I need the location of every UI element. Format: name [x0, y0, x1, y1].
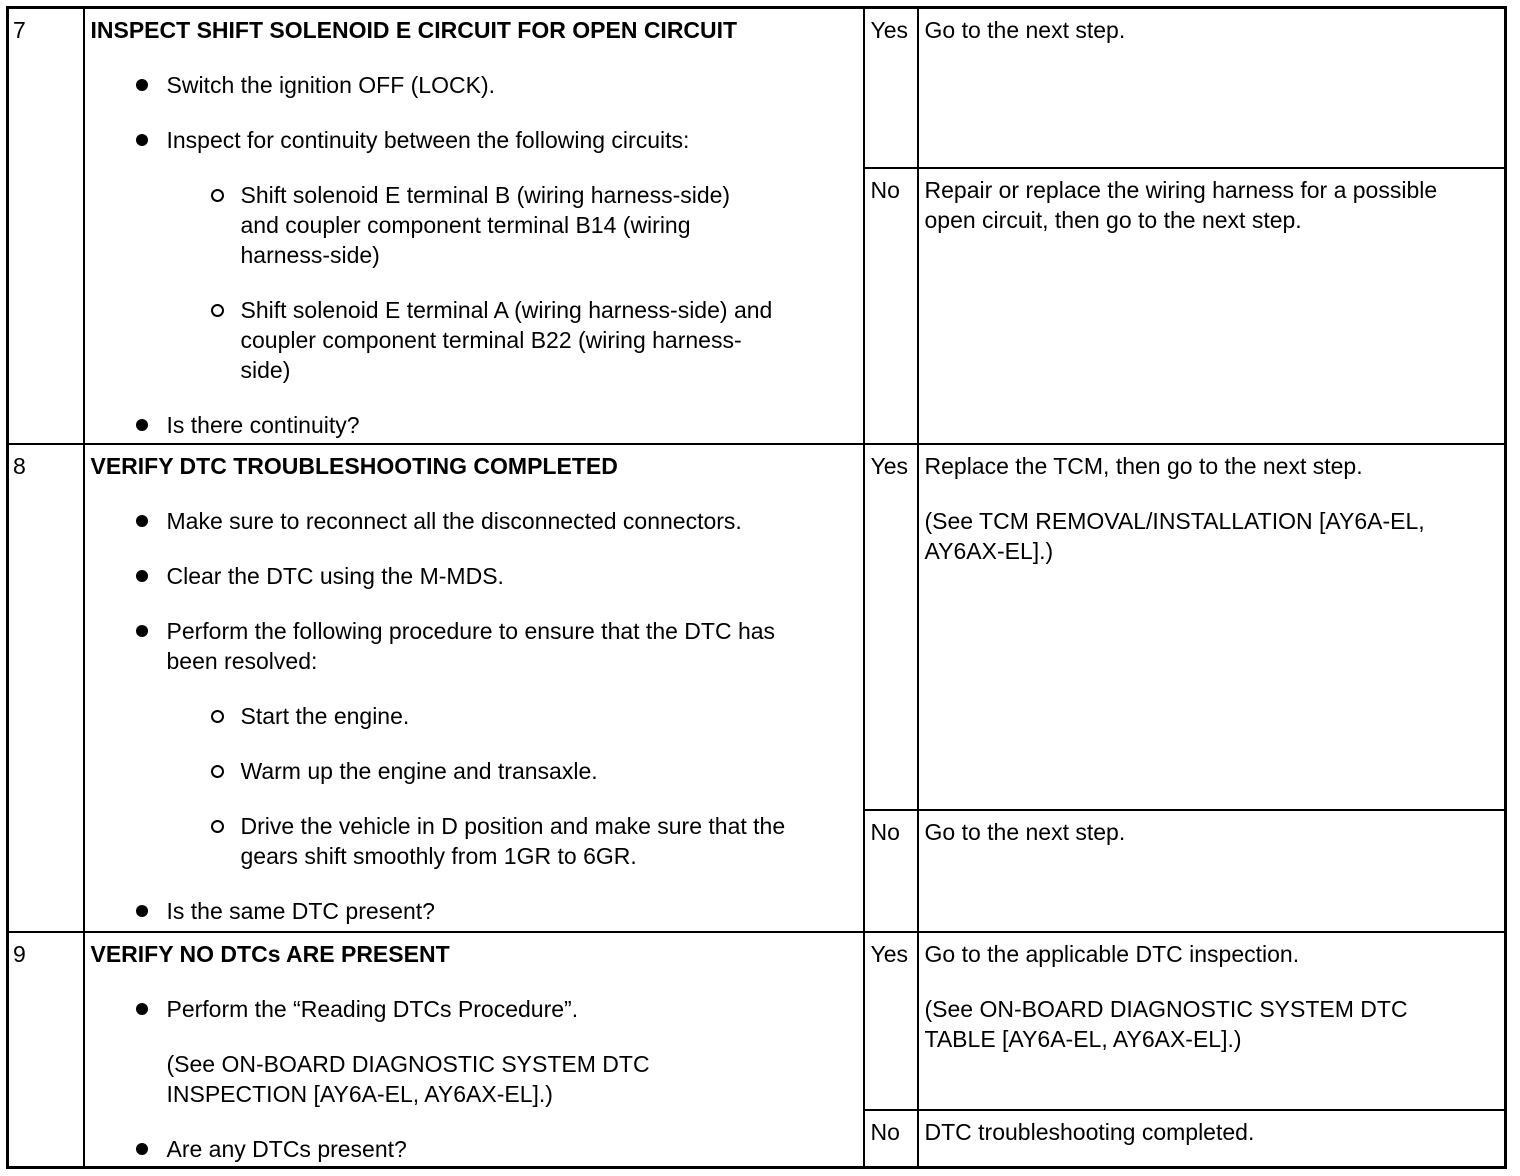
yes-label: Yes: [864, 8, 918, 168]
bullet-item: Switch the ignition OFF (LOCK).: [91, 70, 863, 100]
bullet-item: Is the same DTC present?: [91, 896, 863, 926]
no-label: No: [864, 168, 918, 444]
step-title: VERIFY DTC TROUBLESHOOTING COMPLETED: [90, 452, 618, 479]
troubleshooting-table: [6, 6, 1507, 1169]
step-action-cell: [84, 8, 864, 444]
sub-bullet-item: Start the engine.: [91, 701, 863, 731]
yes-label: Yes: [864, 444, 918, 810]
bullet-item: Perform the “Reading DTCs Procedure”.: [91, 994, 863, 1024]
bullet-item: Make sure to reconnect all the disconnected connectors.: [91, 506, 863, 536]
yes-result: Go to the applicable DTC inspection.: [924, 940, 1300, 967]
yes-result-cell: [918, 932, 1506, 1110]
step-number: 8: [8, 444, 84, 932]
no-result: DTC troubleshooting completed.: [918, 1110, 1506, 1168]
yes-reference: (See TCM REMOVAL/INSTALLATION [AY6A-EL, AY6AX-EL].): [924, 507, 1425, 564]
yes-result: Replace the TCM, then go to the next step.: [924, 452, 1363, 479]
step-number: 9: [8, 932, 84, 1168]
yes-label: Yes: [864, 932, 918, 1110]
bullet-item: Perform the following procedure to ensure that the DTC has been resolved:: [91, 616, 863, 676]
bullet-item: Clear the DTC using the M-MDS.: [91, 561, 863, 591]
sub-bullet-item: Shift solenoid E terminal B (wiring harness-side) and coupler component terminal B14 (wiring harness-side): [91, 180, 863, 270]
sub-bullet-item: Shift solenoid E terminal A (wiring harness-side) and coupler component terminal B22 (wiring harness-side): [91, 295, 863, 385]
no-result: Go to the next step.: [918, 810, 1506, 932]
no-result: Repair or replace the wiring harness for a possible open circuit, then go to the next step.: [918, 168, 1506, 444]
yes-result-cell: [918, 444, 1506, 810]
step-title: INSPECT SHIFT SOLENOID E CIRCUIT FOR OPEN CIRCUIT: [90, 17, 738, 43]
yes-reference: (See ON-BOARD DIAGNOSTIC SYSTEM DTC TABLE [AY6A-EL, AY6AX-EL].): [924, 995, 1408, 1052]
step-action-cell: [84, 932, 864, 1168]
step-action-cell: [84, 444, 864, 932]
bullet-item: Is there continuity?: [91, 410, 863, 440]
diagnostic-procedure-page: [6, 6, 1507, 1168]
no-label: No: [864, 1110, 918, 1168]
sub-bullet-item: Warm up the engine and transaxle.: [91, 756, 863, 786]
step-title: VERIFY NO DTCs ARE PRESENT: [90, 940, 450, 967]
yes-result: Go to the next step.: [918, 8, 1506, 168]
step-9-yes-row: [8, 932, 1506, 1110]
step-number: 7: [8, 8, 84, 444]
bullet-reference: (See ON-BOARD DIAGNOSTIC SYSTEM DTC INSPECTION [AY6A-EL, AY6AX-EL].): [166, 1050, 650, 1107]
sub-bullet-item: Drive the vehicle in D position and make sure that the gears shift smoothly from 1GR to 6GR.: [91, 811, 863, 871]
bullet-item: Inspect for continuity between the following circuits:: [91, 125, 863, 155]
no-label: No: [864, 810, 918, 932]
step-7-yes-row: [8, 8, 1506, 168]
bullet-item: Are any DTCs present?: [91, 1134, 863, 1164]
step-8-yes-row: [8, 444, 1506, 810]
